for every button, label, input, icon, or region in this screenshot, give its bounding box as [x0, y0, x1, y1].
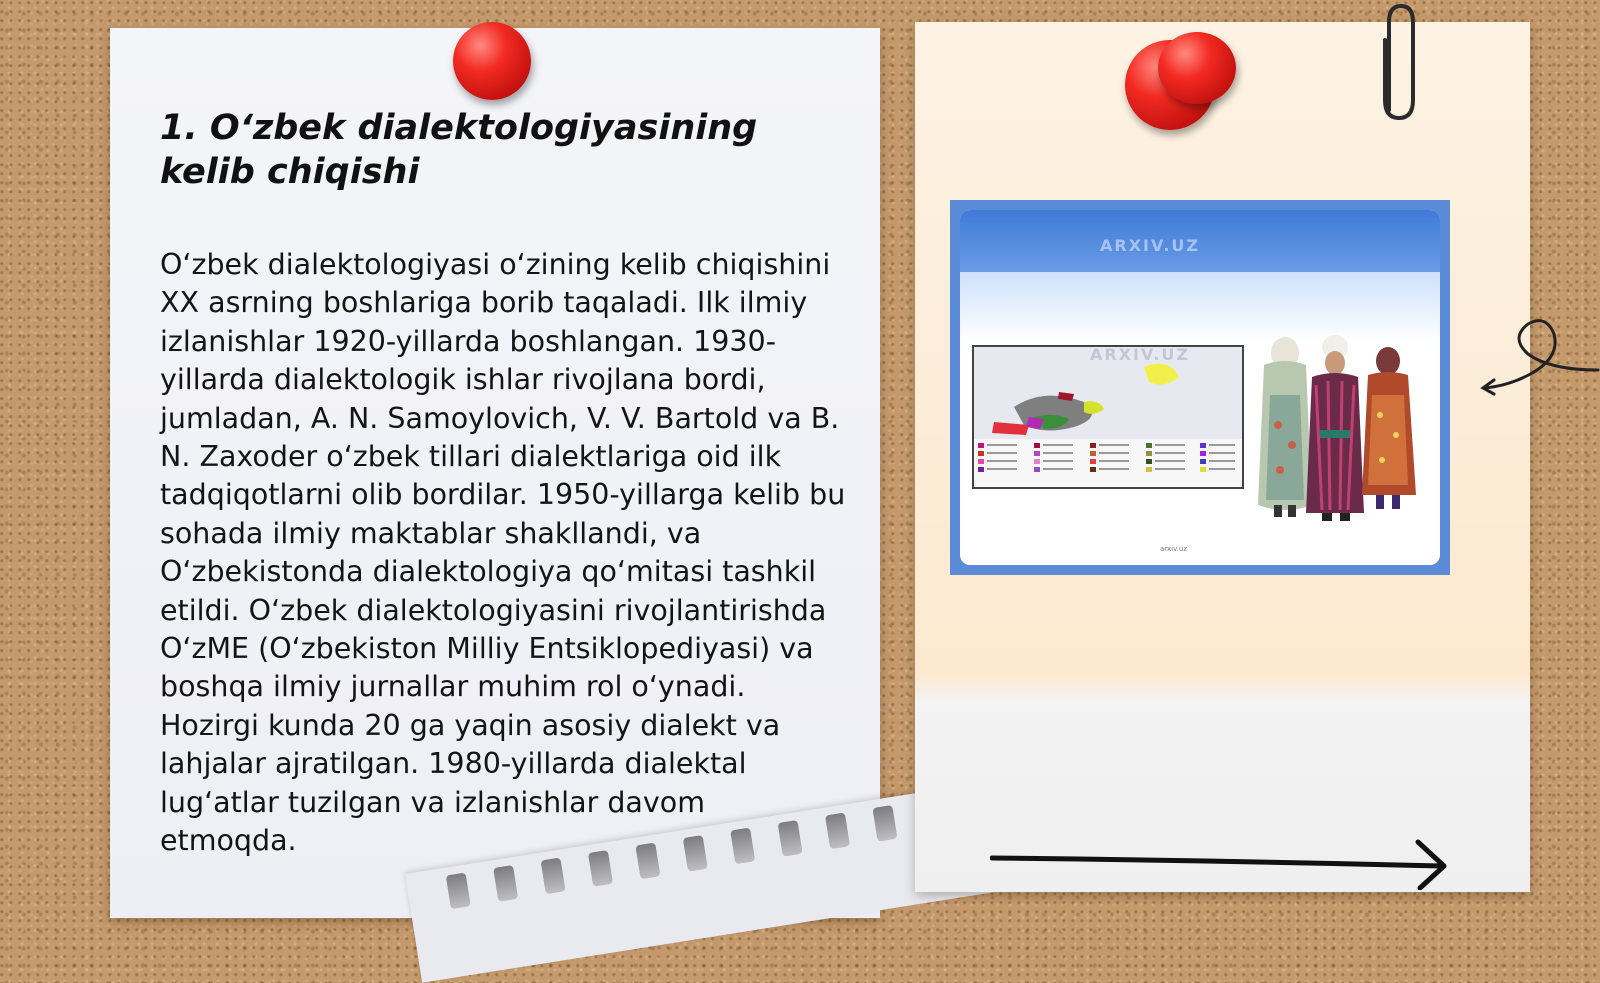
push-pin-icon	[453, 22, 531, 100]
squiggle-arrow-icon	[1480, 310, 1600, 410]
uzbek-dialects-image	[960, 210, 1440, 565]
traditional-costume-figures	[1250, 335, 1420, 530]
watermark-text: ARXIV.UZ	[1090, 345, 1190, 364]
photo-banner	[960, 210, 1440, 272]
paperclip-icon	[1375, 0, 1421, 125]
arrow-right-icon	[990, 830, 1450, 890]
dialect-map	[972, 345, 1244, 489]
watermark-text: ARXIV.UZ	[1100, 236, 1200, 255]
push-pin-icon	[1158, 32, 1236, 104]
slide-body-text: O‘zbek dialektologiyasi o‘zining kelib chiqishini XX asrning boshlariga borib taqaladi. Ilk ilmiy izlanishlar 1920-yillarda boshlangan. 1930-yillarda dialektologik ishlar rivojlana bordi, jumladan, A. N. Samoylovich, V. V. Bartold va B. N. Zaxoder o‘zbek tillari dialektlariga oid ilk tadqiqotlarni olib bordilar. 1950-yillarga kelib bu sohada ilmiy maktablar shakllandi, va O‘zbekistonda dialektologiya qo‘mitasi tashkil etildi. O‘zbek dialektologiyasini rivojlantirishda O‘zME (O‘zbekiston Milliy Entsiklopediyasi) va boshqa ilmiy jurnallar muhim rol o‘ynadi. Hozirgi kunda 20 ga yaqin asosiy dialekt va lahjalar ajratilgan. 1980-yillarda dialektal lug‘atlar tuzilgan va izlanishlar davom etmoqda.	[160, 248, 846, 858]
photo-caption: arxiv.uz	[1160, 545, 1188, 553]
photo-frame	[950, 200, 1450, 575]
slide-title: 1. O‘zbek dialektologiyasining kelib chiqishi	[160, 108, 758, 192]
